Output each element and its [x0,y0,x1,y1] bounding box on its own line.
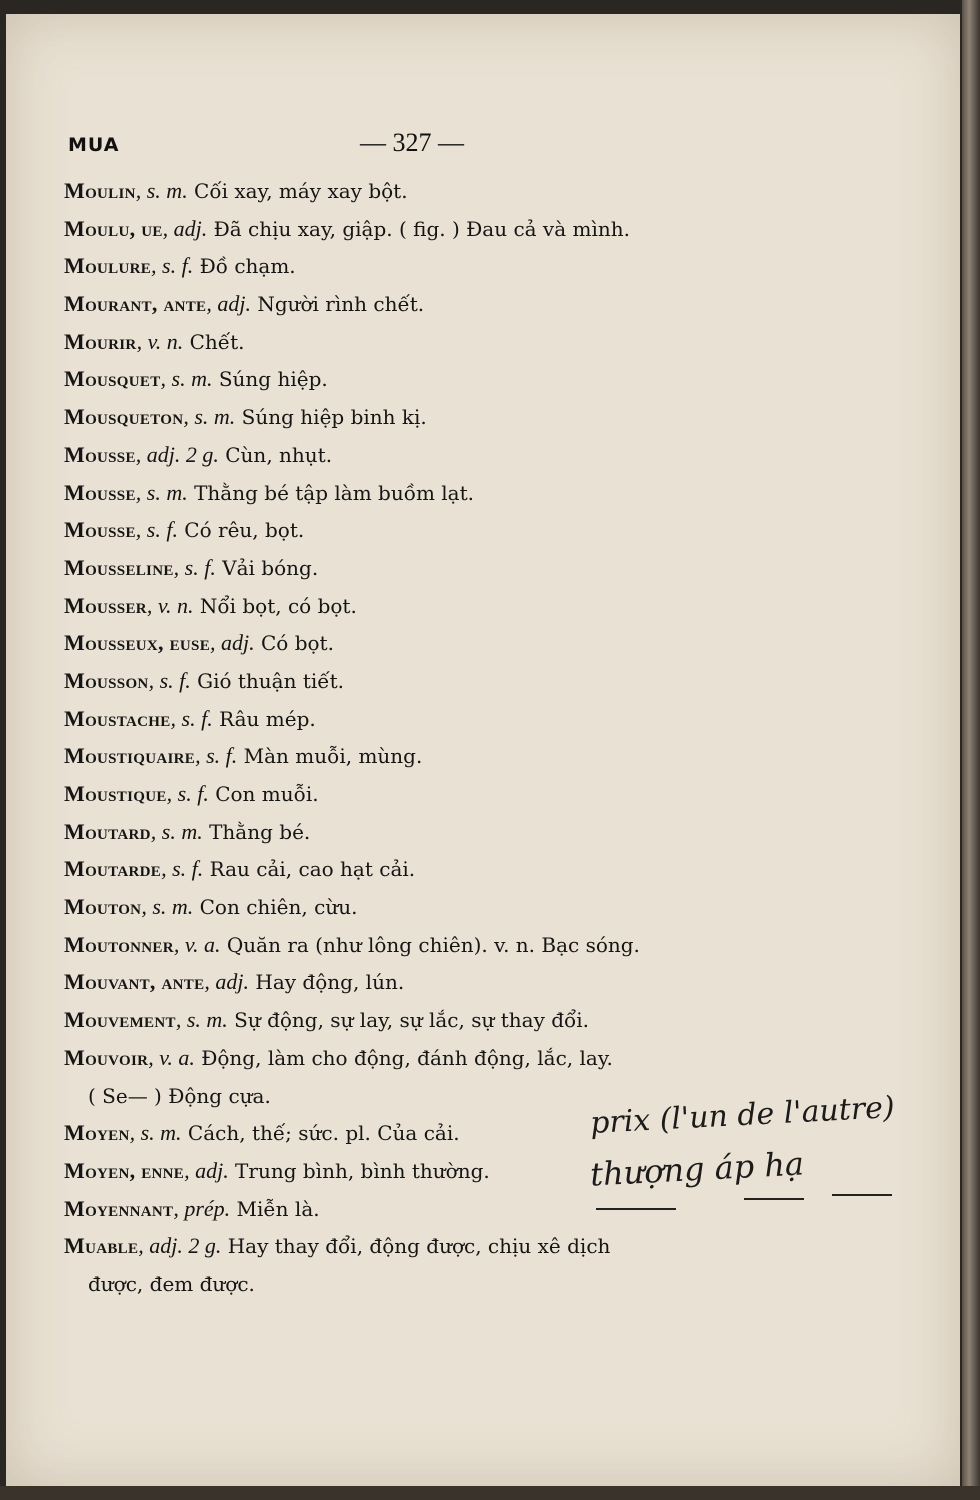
entry-grammar: , adj. [210,630,255,656]
dictionary-entry [64,737,764,775]
entry-definition: Súng hiệp binh kị. [235,405,427,430]
entry-definition: Đồ chạm. [193,254,296,279]
entry-headword: Moustache [64,705,171,731]
entry-definition: Chết. [183,329,245,354]
entry-grammar: , s. f. [173,554,216,580]
dictionary-entry [64,1265,764,1303]
dictionary-entry [64,700,764,738]
dictionary-entry [64,549,764,587]
entry-headword: Moyennant [64,1195,174,1221]
entry-grammar: , adj. 2 g. [138,1233,222,1259]
handwritten-underline-2 [744,1198,804,1200]
dictionary-entry [64,323,764,361]
handwritten-underline-1 [596,1208,676,1210]
page-header [64,128,754,162]
entry-grammar: , adj. [162,215,208,241]
entry-definition: Rau cải, cao hạt cải. [203,857,416,882]
entry-headword: Moutonner [64,931,174,957]
entry-headword: Mourir [64,328,137,354]
entry-headword: Mousse [64,441,136,467]
entry-grammar: , s. f. [148,667,191,693]
entry-definition: Có rêu, bọt. [177,518,305,543]
entry-definition: Trung bình, bình thường. [228,1158,490,1183]
dictionary-entry [64,247,764,285]
bottom-edge [0,1486,980,1500]
entry-headword: Mousseline [64,554,174,580]
entry-definition: Râu mép. [212,706,316,731]
entry-definition: Sự động, sự lay, sự lắc, sự thay đổi. [227,1008,590,1033]
dictionary-entry [64,587,764,625]
entry-definition: Súng hiệp. [212,367,328,392]
entry-headword: Moyen [64,1120,130,1146]
entry-headword: Mouvant, ante [64,969,205,995]
dictionary-entry [64,436,764,474]
entry-definition: ( Se— ) Động cựa. [88,1083,271,1108]
entry-definition: Vải bóng. [215,555,319,580]
entry-headword: Moustiquaire [64,743,196,769]
entry-grammar: , prép. [173,1195,231,1221]
entry-grammar: , s. m. [183,404,236,430]
entry-definition: Con chiên, cừu. [193,895,358,920]
entry-definition: Quăn ra (như lông chiên). v. n. Bạc sóng. [220,932,640,957]
entry-grammar: , s. m. [141,894,194,920]
dictionary-entry [64,662,764,700]
entry-grammar: , s. m. [160,366,213,392]
entry-grammar: , s. m. [150,818,203,844]
dictionary-entry [64,775,764,813]
entry-headword: Mousse [64,517,136,543]
entry-grammar: , adj. 2 g. [135,441,219,467]
dictionary-entry [64,172,764,210]
entry-headword: Mousseux, euse [64,630,211,656]
entry-definition: Miễn là. [230,1196,320,1221]
page-number: — 327 — [360,128,464,157]
dictionary-entry [64,474,764,512]
entry-definition: Cối xay, máy xay bột. [187,179,408,203]
entry-grammar: , s. f. [195,743,238,769]
dictionary-entry [64,210,764,248]
entry-definition: Hay động, lún. [249,970,405,995]
entry-grammar: , s. m. [175,1007,228,1033]
dictionary-entry [64,926,764,964]
dictionary-entry [64,511,764,549]
entry-grammar: , s. m. [129,1120,182,1146]
entry-definition: Đã chịu xay, giập. ( fig. ) Đau cả và mình. [207,216,630,241]
entry-grammar: , s. f. [151,253,194,279]
entry-grammar: , v. a. [173,931,221,957]
handwritten-note-line2: thượng áp hạ [589,1144,805,1194]
dictionary-entry [64,1001,764,1039]
entry-headword: Moulu, ue [64,215,163,241]
page-edge [962,0,980,1500]
entry-headword: Mousqueton [64,404,184,430]
dictionary-entry [64,813,764,851]
entry-grammar: , v. a. [148,1044,195,1070]
entry-headword: Moulin [64,178,136,203]
dictionary-entry [64,398,764,436]
entry-headword: Mourant, ante [64,291,207,317]
entry-definition: được, đem được. [88,1271,255,1296]
dictionary-entry [64,888,764,926]
entry-definition: Cùn, nhụt. [218,442,333,467]
dictionary-entry [64,624,764,662]
entry-grammar: , s. m. [135,479,188,505]
entry-headword: Muable [64,1233,139,1259]
entry-headword: Moutarde [64,856,162,882]
entry-headword: Mouvoir [64,1044,149,1070]
entry-headword: Moutard [64,818,151,844]
entry-grammar: , v. n. [146,592,194,618]
running-head: MUA [68,134,120,156]
entry-definition: Màn muỗi, mùng. [237,744,423,769]
entry-grammar: , s. f. [161,856,204,882]
entry-definition: Thằng bé tập làm buồm lạt. [187,480,474,505]
handwritten-note-line1: prix (l'un de l'autre) [589,1090,896,1141]
entry-definition: Gió thuận tiết. [190,668,344,693]
entry-definition: Động, làm cho động, đánh động, lắc, lay. [194,1045,613,1070]
entry-headword: Mousquet [64,366,161,392]
entry-headword: Moulure [64,253,152,279]
entry-definition: Nổi bọt, có bọt. [193,593,357,618]
entry-grammar: , s. f. [135,517,178,543]
entry-definition: Hay thay đổi, động được, chịu xê dịch [221,1234,611,1259]
entry-definition: Con muỗi. [208,782,319,806]
dictionary-entry [64,850,764,888]
dictionary-entry [64,1039,764,1077]
entry-grammar: , adj. [184,1157,229,1183]
entry-grammar: , v. n. [136,328,184,354]
entry-grammar: , s. f. [166,781,209,806]
entry-grammar: , adj. [204,969,250,995]
entry-headword: Mousson [64,667,149,693]
entry-headword: Mousser [64,592,147,618]
entry-definition: Người rình chết. [250,292,425,317]
entry-definition: Cách, thế; sức. pl. Của cải. [181,1121,460,1146]
entry-definition: Có bọt. [254,631,334,656]
entry-headword: Mousse [64,479,136,505]
entry-headword: Mouvement [64,1007,176,1033]
entry-grammar: , s. m. [135,178,188,203]
entry-definition: Thằng bé. [202,819,311,844]
entry-headword: Moustique [64,781,167,806]
dictionary-entry [64,1227,764,1265]
dictionary-entry [64,360,764,398]
entry-grammar: , adj. [206,291,251,317]
dictionary-entry [64,963,764,1001]
entry-headword: Mouton [64,894,142,920]
handwritten-underline-3 [832,1194,892,1196]
dictionary-entry [64,285,764,323]
entry-headword: Moyen, enne [64,1157,185,1183]
entry-grammar: , s. f. [170,705,213,731]
